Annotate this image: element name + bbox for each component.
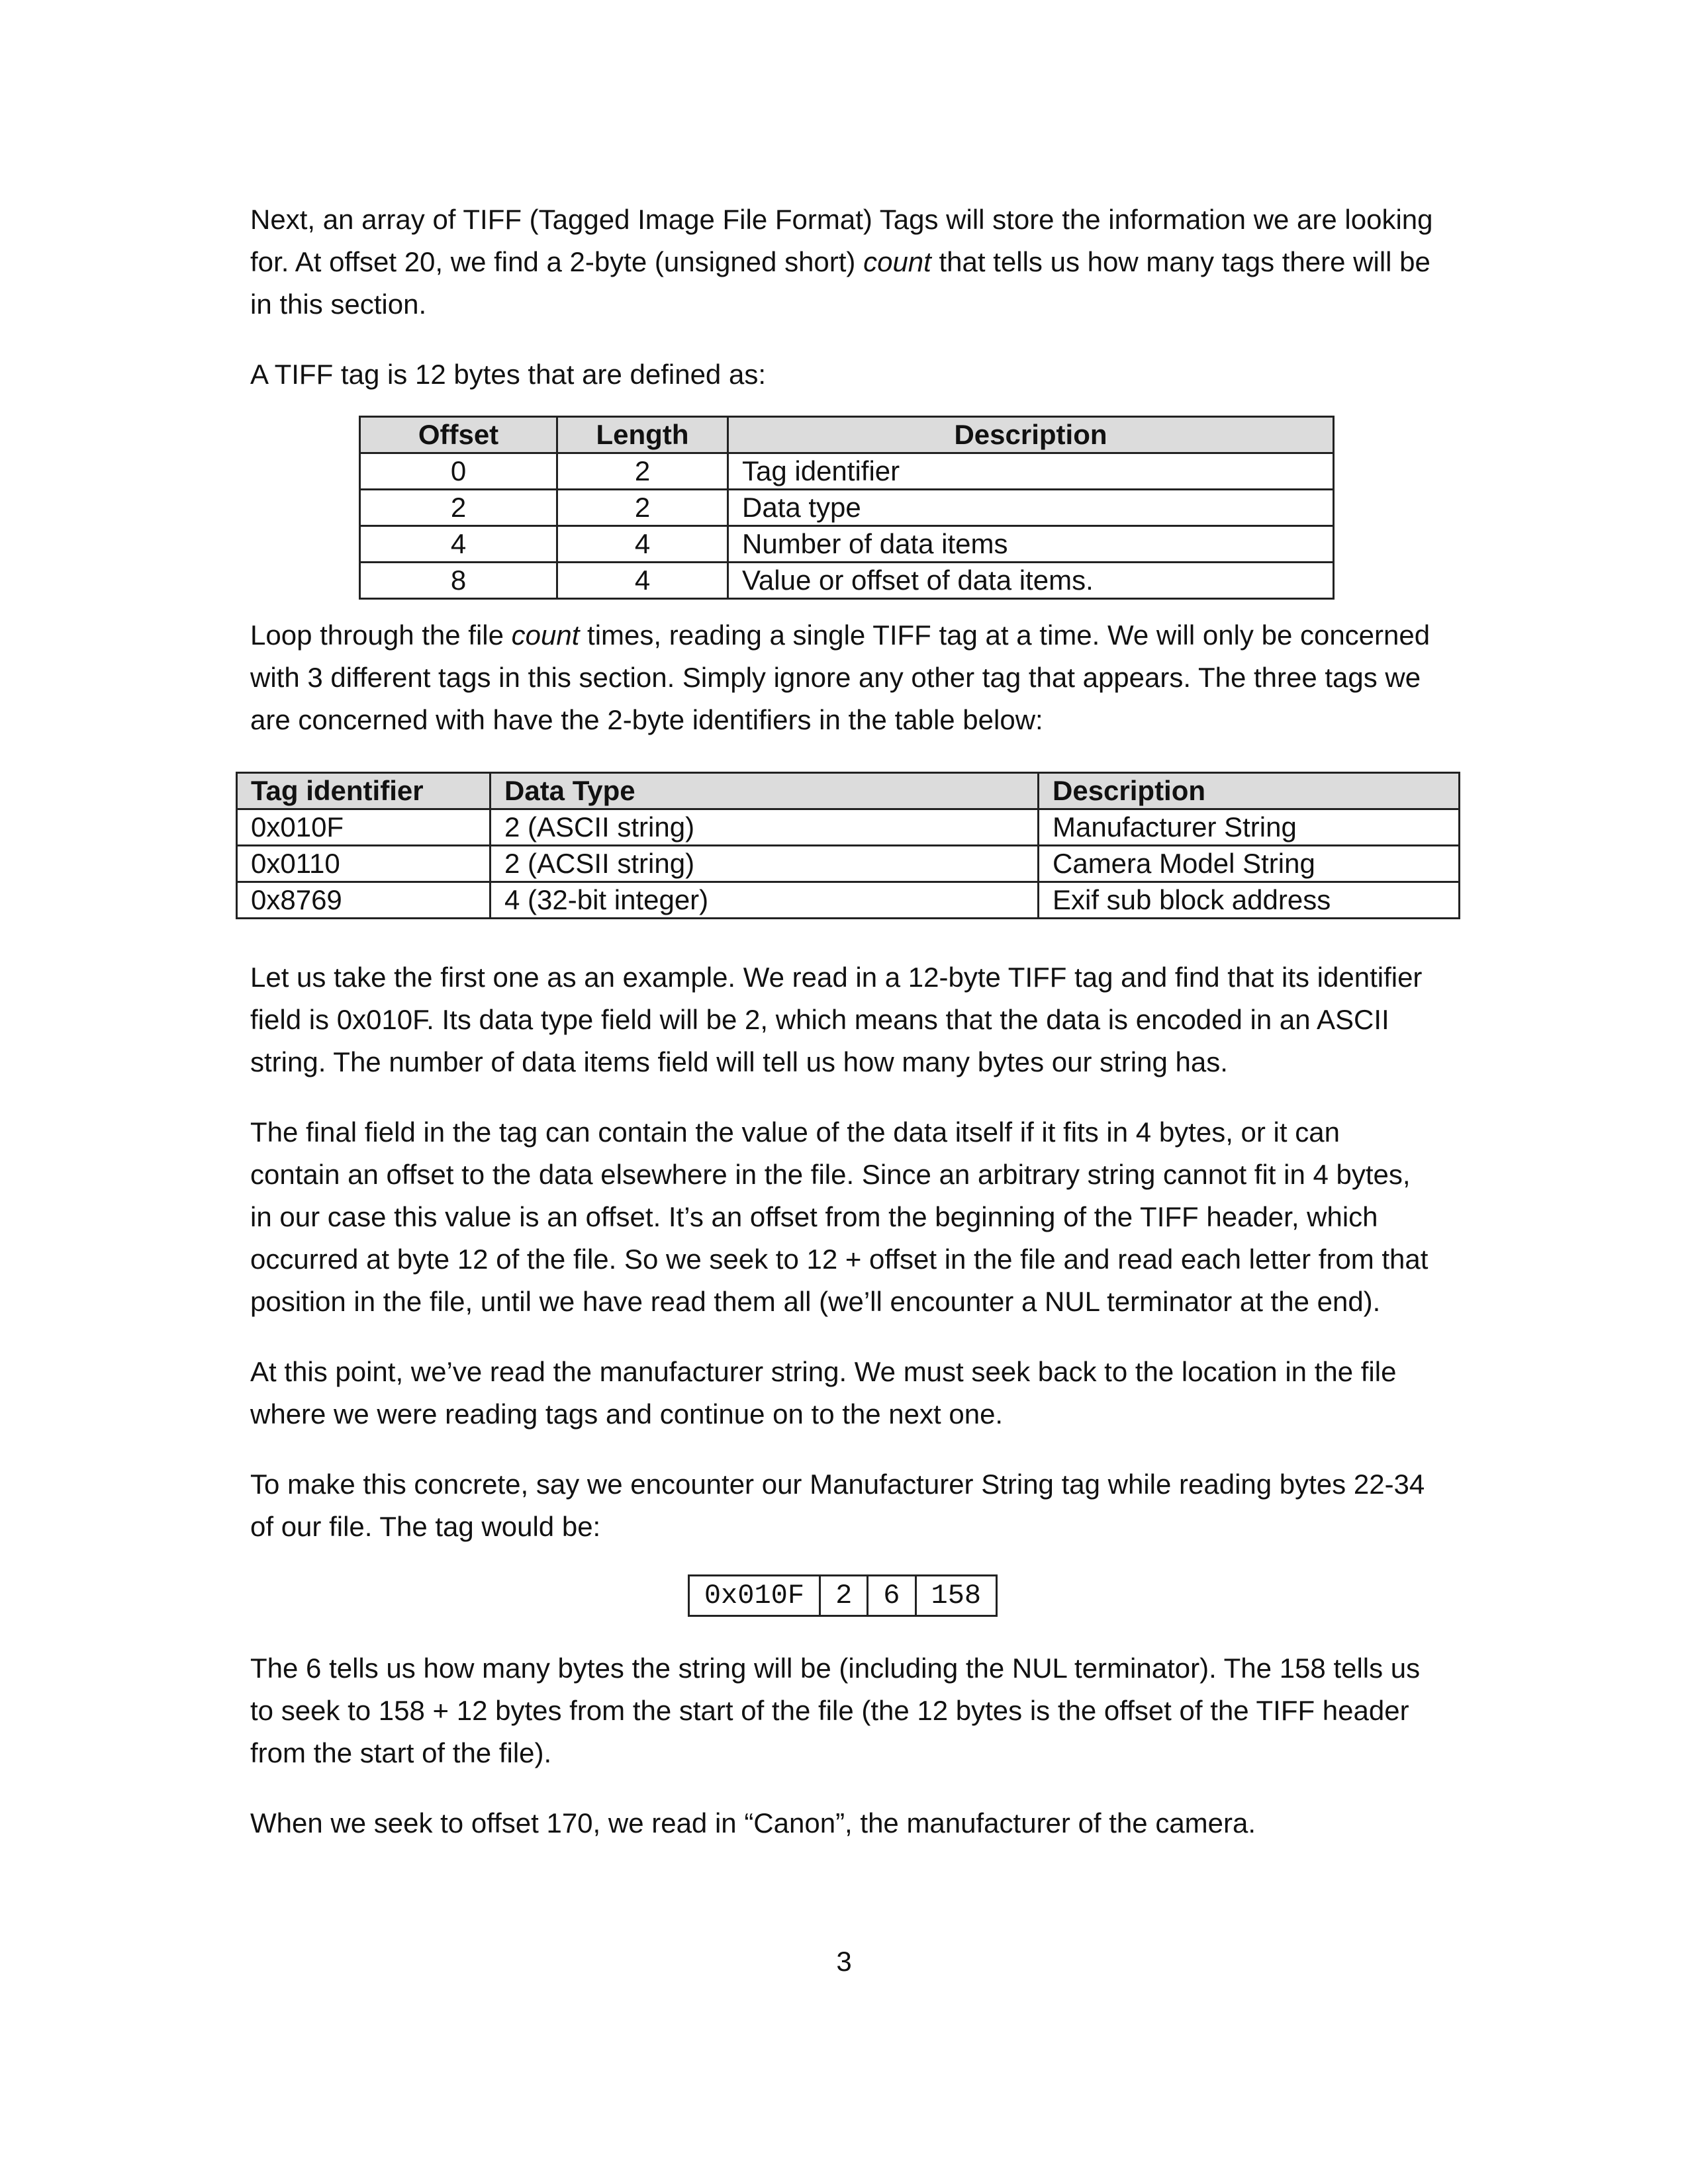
paragraph-first-tag-example: Let us take the first one as an example. We read in a 12-byte TIFF tag and find that its identifier field is 0x010F. Its data type field will be 2, which means that the data is encoded in an ASCII string. The number of data items field will tell us how many bytes our string has. bbox=[250, 962, 1423, 1077]
tag-identifier-table bbox=[236, 772, 1460, 919]
table-row bbox=[237, 882, 1460, 919]
emphasis-count: count bbox=[863, 246, 931, 277]
table-row bbox=[360, 563, 1334, 599]
table-cell: 6 bbox=[868, 1576, 915, 1616]
paragraph-seek-back: At this point, we’ve read the manufacturer string. We must seek back to the location in the file where we were reading tags and continue on to the next one. bbox=[250, 1356, 1397, 1430]
page-number: 3 bbox=[836, 1946, 852, 1977]
table-cell: Camera Model String bbox=[1039, 846, 1460, 882]
table-row bbox=[360, 526, 1334, 563]
column-header-tag-identifier: Tag identifier bbox=[237, 773, 491, 809]
table-cell: 2 bbox=[820, 1576, 868, 1616]
paragraph-tiff-tag-definition: A TIFF tag is 12 bytes that are defined as: bbox=[250, 359, 766, 390]
tiff-tag-structure-table bbox=[359, 416, 1335, 600]
example-tag-bytes bbox=[688, 1574, 998, 1617]
table-cell: 2 bbox=[557, 453, 728, 490]
table-cell: 4 bbox=[557, 563, 728, 599]
table-cell: 158 bbox=[915, 1576, 997, 1616]
table-cell: Number of data items bbox=[728, 526, 1334, 563]
table-row bbox=[360, 490, 1334, 526]
table-cell: Manufacturer String bbox=[1039, 809, 1460, 846]
table-cell: 0x8769 bbox=[237, 882, 491, 919]
table-cell: 2 (ASCII string) bbox=[491, 809, 1039, 846]
table-cell: 0x010F bbox=[688, 1576, 820, 1616]
table-cell: 2 (ACSII string) bbox=[491, 846, 1039, 882]
document-page bbox=[250, 199, 1435, 1844]
table-cell: 0x010F bbox=[237, 809, 491, 846]
column-header-length: Length bbox=[557, 417, 728, 453]
column-header-description: Description bbox=[1039, 773, 1460, 809]
table-cell: 0x0110 bbox=[237, 846, 491, 882]
table-cell: 4 bbox=[360, 526, 557, 563]
table-cell: Value or offset of data items. bbox=[728, 563, 1334, 599]
table-row bbox=[237, 809, 1460, 846]
table-cell: 4 bbox=[557, 526, 728, 563]
table-header-row bbox=[360, 417, 1334, 453]
table-cell: 8 bbox=[360, 563, 557, 599]
paragraph-canon-result: When we seek to offset 170, we read in “Canon”, the manufacturer of the camera. bbox=[250, 1807, 1256, 1839]
paragraph-byte-explanation: The 6 tells us how many bytes the string will be (including the NUL terminator). The 158 tells us to seek to 158 + 12 bytes from the start of the file (the 12 bytes is the offset of the TIFF header from the start of the file). bbox=[250, 1653, 1421, 1768]
paragraph-final-field: The final field in the tag can contain the value of the data itself if it fits in 4 bytes, or it can contain an offset to the data elsewhere in the file. Since an arbitrary string cannot fit in 4 bytes, in our case this value is an offset. It’s an offset from the beginning of the TIFF header, which occurred at byte 12 of the file. So we seek to 12 + offset in the file and read each letter from that position in the file, until we have read them all (we’ll encounter a NUL terminator at the end). bbox=[250, 1116, 1429, 1317]
table-cell: 2 bbox=[360, 490, 557, 526]
table-cell: Data type bbox=[728, 490, 1334, 526]
paragraph-loop-through-tags: Loop through the file count times, reading a single TIFF tag at a time. We will only be concerned with 3 different tags in this section. Simply ignore any other tag that appears. The three tags we are concerned with have the 2-byte identifiers in the table below: bbox=[250, 619, 1430, 735]
column-header-offset: Offset bbox=[360, 417, 557, 453]
table-header-row bbox=[237, 773, 1460, 809]
column-header-description: Description bbox=[728, 417, 1334, 453]
column-header-data-type: Data Type bbox=[491, 773, 1039, 809]
table-cell: Tag identifier bbox=[728, 453, 1334, 490]
table-cell: Exif sub block address bbox=[1039, 882, 1460, 919]
paragraph-concrete-example: To make this concrete, say we encounter our Manufacturer String tag while reading bytes 22-34 of our file. The tag would be: bbox=[250, 1469, 1425, 1542]
table-cell: 0 bbox=[360, 453, 557, 490]
table-row bbox=[360, 453, 1334, 490]
table-row bbox=[688, 1576, 996, 1616]
table-cell: 2 bbox=[557, 490, 728, 526]
paragraph-tiff-tags-intro: Next, an array of TIFF (Tagged Image File Format) Tags will store the information we are looking for. At offset 20, we find a 2-byte (unsigned short) count that tells us how many tags there will be in this section. bbox=[250, 204, 1433, 320]
emphasis-count: count bbox=[511, 619, 580, 651]
table-cell: 4 (32-bit integer) bbox=[491, 882, 1039, 919]
table-row bbox=[237, 846, 1460, 882]
